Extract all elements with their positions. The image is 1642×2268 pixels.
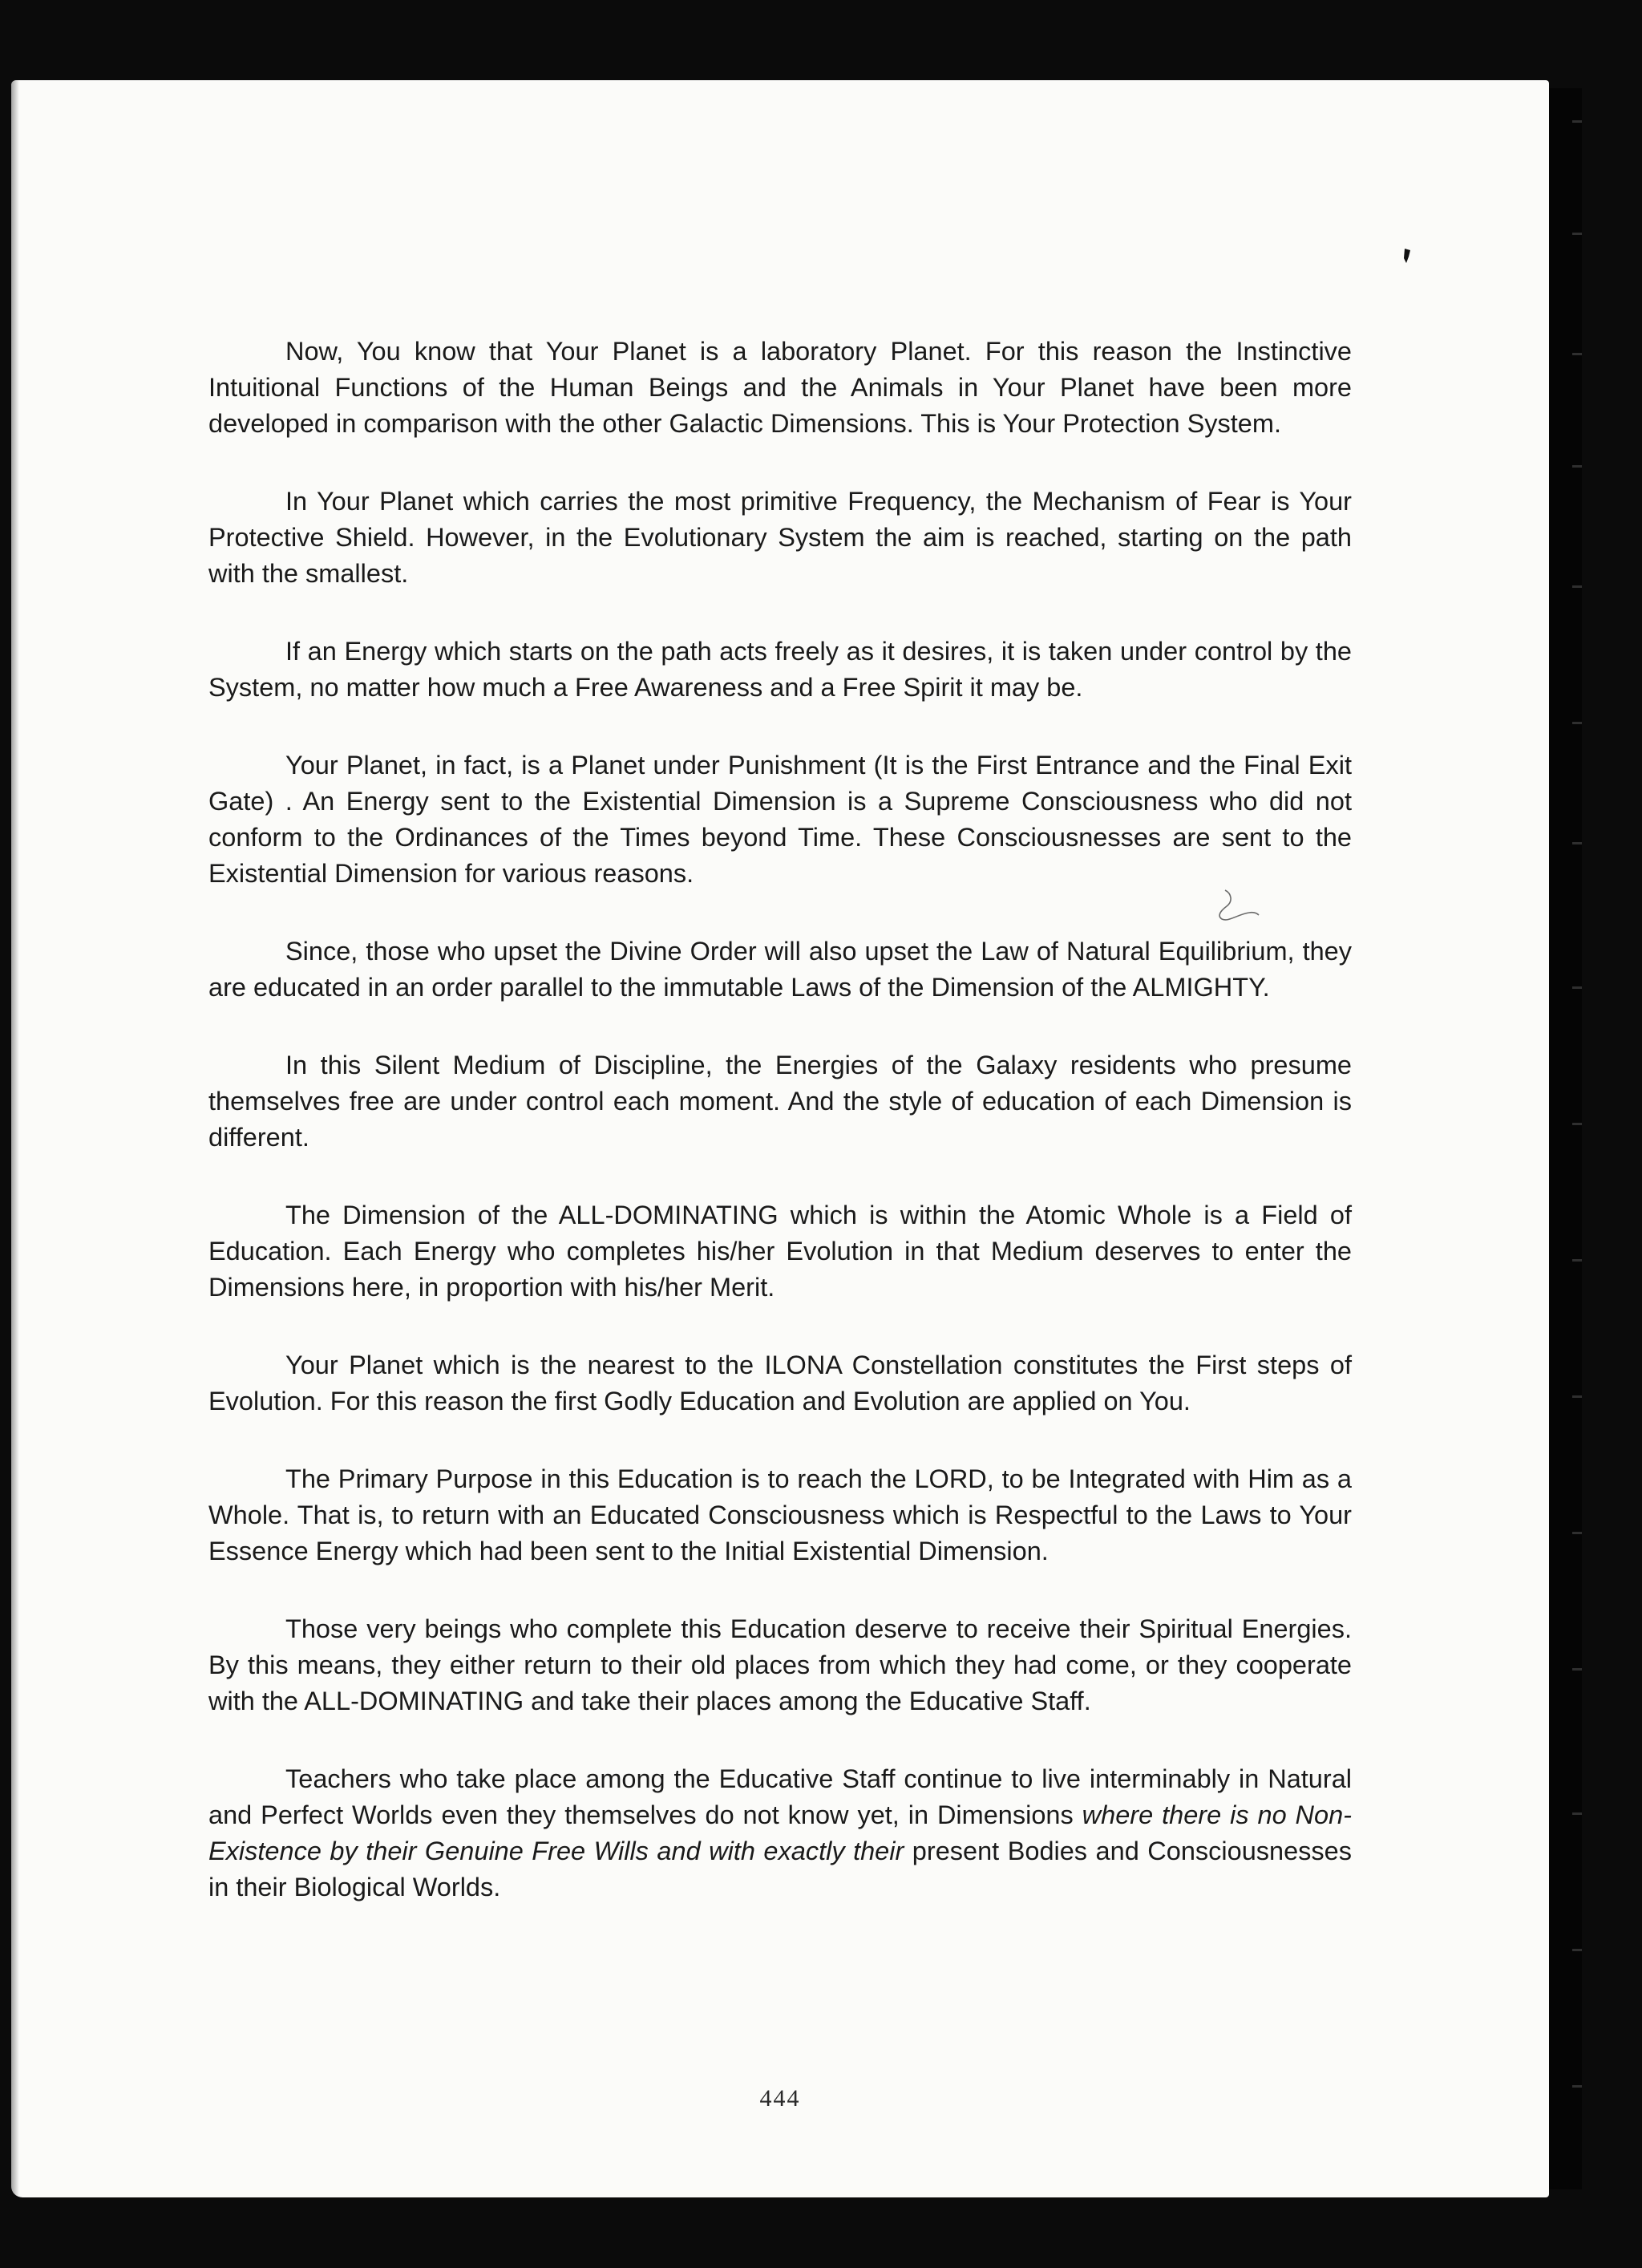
handwritten-pen-mark [1214, 889, 1262, 925]
paragraph: In this Silent Medium of Discipline, the Energies of the Galaxy residents who presume themselves free are under control each moment. And the style of education of each Dimension is different. [208, 1051, 1352, 1152]
page-edge-shadow [11, 80, 19, 2197]
binding-speck [1572, 1668, 1582, 1671]
binding-speck [1572, 1949, 1582, 1951]
binding-speck [1572, 1123, 1582, 1125]
scanned-page [11, 80, 1549, 2197]
paragraph: Now, You know that Your Planet is a laboratory Planet. For this reason the Instinctive Intuitional Functions of the Human Beings and the Animals in Your Planet have been more developed in comparison with the other Galactic Dimensions. This is Your Protection System. [208, 337, 1352, 438]
binding-speck [1572, 1532, 1582, 1534]
paragraph-italic-text: where there is no Non-Existence by their Genuine Free Wills and with exactly their [208, 1800, 1352, 1865]
paragraph: Your Planet which is the nearest to the ILONA Constellation constitutes the First steps of Evolution. For this reason the first Godly Education and Evolution are applied on You. [208, 1351, 1352, 1415]
binding-speck [1572, 465, 1582, 468]
binding-speck [1572, 1812, 1582, 1815]
binding-speck [1572, 353, 1582, 355]
paragraph-text: Teachers who take place among the Educative Staff continue to live interminably in Natural and Perfect Worlds even they themselves do not know yet, in Dimensions [208, 1764, 1352, 1829]
paragraph: In Your Planet which carries the most primitive Frequency, the Mechanism of Fear is Your Protective Shield. However, in the Evolutionary System the aim is reached, starting on the path with the smallest. [208, 487, 1352, 588]
binding-speck [1572, 722, 1582, 724]
binding-speck [1572, 585, 1582, 588]
binding-speck [1572, 842, 1582, 844]
paragraph: If an Energy which starts on the path acts freely as it desires, it is taken under control by the System, no matter how much a Free Awareness and a Free Spirit it may be. [208, 637, 1352, 702]
paragraph-text-end: present Bodies and Consciousnesses in their Biological Worlds. [208, 1837, 1352, 1901]
paragraph: Since, those who upset the Divine Order will also upset the Law of Natural Equilibrium, they are educated in an order parallel to the immutable Laws of the Dimension of the ALMIGHTY. [208, 937, 1352, 1002]
binding-speck [1572, 1395, 1582, 1398]
paragraph-last [208, 1761, 1352, 1906]
paragraph: Your Planet, in fact, is a Planet under Punishment (It is the First Entrance and the Final Exit Gate) . An Energy sent to the Existential Dimension is a Supreme Consciousness who did not conform to the Ordinances of the Times beyond Time. These Consciousnesses are sent to the Existential Dimension for various reasons. [208, 751, 1352, 888]
page-number: 444 [759, 2085, 801, 2112]
binding-speck [1572, 233, 1582, 235]
ink-dot-mark [1401, 247, 1413, 265]
binding-speck [1572, 1259, 1582, 1262]
binding-speck [1572, 986, 1582, 989]
paragraph: The Dimension of the ALL-DOMINATING which is within the Atomic Whole is a Field of Education. Each Energy who completes his/her Evolution in that Medium deserves to enter the Dimensions here, in proportion with his/her Merit. [208, 1201, 1352, 1302]
paragraph: Those very beings who complete this Education deserve to receive their Spiritual Energies. By this means, they either return to their old places from which they had come, or they cooperate with the ALL-DOMINATING and take their places among the Educative Staff. [208, 1614, 1352, 1715]
binding-speck [1572, 2085, 1582, 2088]
body-text [208, 334, 1352, 1906]
binding-speck [1572, 120, 1582, 123]
paragraph: The Primary Purpose in this Education is to reach the LORD, to be Integrated with Him as a Whole. That is, to return with an Educated Consciousness which is Respectful to the Laws to Your Essence Energy which had been sent to the Initial Existential Dimension. [208, 1464, 1352, 1565]
